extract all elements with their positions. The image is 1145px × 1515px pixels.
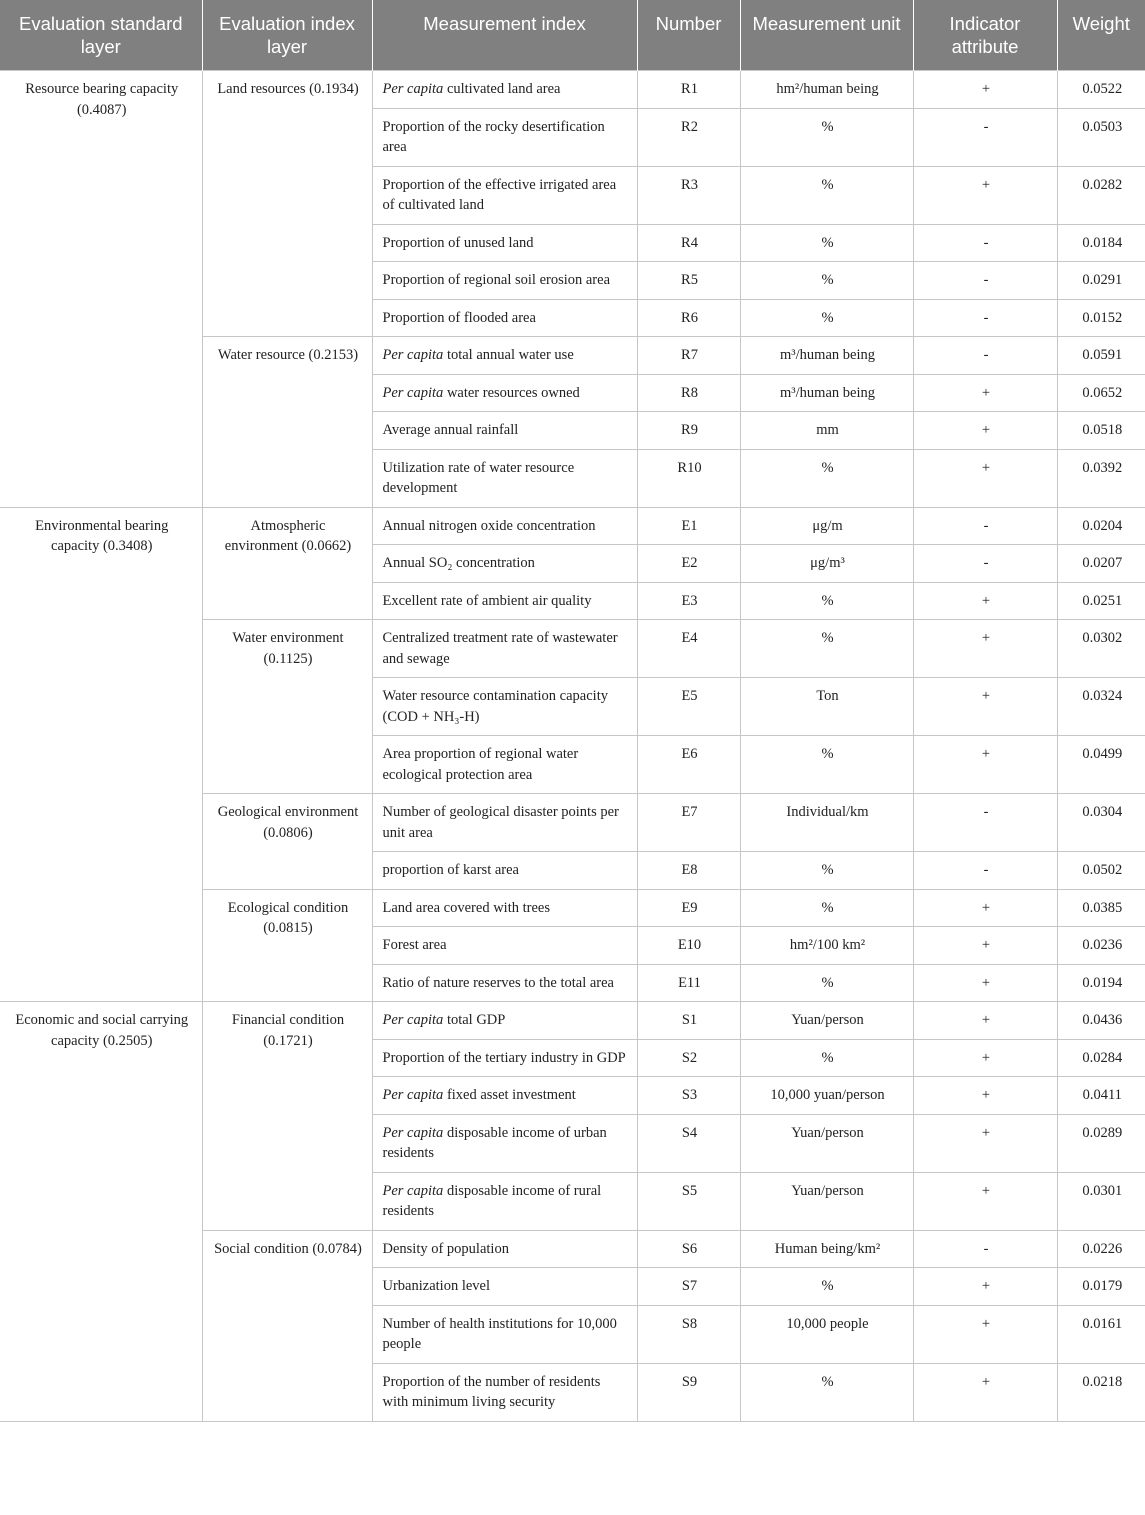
weight-cell: 0.0499 bbox=[1057, 736, 1145, 794]
measurement-index-cell bbox=[372, 1077, 637, 1115]
weight-cell: 0.0502 bbox=[1057, 852, 1145, 890]
header-measurement-index: Measurement index bbox=[372, 0, 637, 71]
index-layer-cell: Water environment (0.1125) bbox=[202, 620, 372, 794]
measurement-index-text: total annual water use bbox=[443, 347, 574, 363]
per-capita-prefix: Per capita bbox=[382, 1124, 444, 1141]
unit-cell: % bbox=[740, 299, 913, 337]
measurement-index-text: disposable income of rural residents bbox=[382, 1182, 602, 1219]
attribute-cell: + bbox=[913, 927, 1057, 965]
measurement-index-cell bbox=[372, 1172, 637, 1230]
measurement-index-cell: Annual nitrogen oxide concentration bbox=[372, 507, 637, 545]
attribute-cell: + bbox=[913, 736, 1057, 794]
header-number: Number bbox=[637, 0, 740, 71]
unit-cell: m³/human being bbox=[740, 374, 913, 412]
measurement-index-text: water resources owned bbox=[443, 384, 580, 401]
attribute-cell: - bbox=[913, 852, 1057, 890]
attribute-cell: - bbox=[913, 545, 1057, 583]
header-index-layer: Evaluation index layer bbox=[202, 0, 372, 71]
unit-cell: 10,000 people bbox=[740, 1305, 913, 1363]
attribute-cell: - bbox=[913, 1230, 1057, 1268]
index-layer-cell: Land resources (0.1934) bbox=[202, 71, 372, 337]
weight-cell: 0.0152 bbox=[1057, 299, 1145, 337]
header-standard-layer: Evaluation standard layer bbox=[0, 0, 202, 71]
measurement-index-cell: Annual SO₂ concentration bbox=[372, 545, 637, 583]
attribute-cell: - bbox=[913, 337, 1057, 375]
per-capita-prefix: Per capita bbox=[382, 81, 444, 97]
per-capita-prefix: Per capita bbox=[382, 347, 444, 363]
weight-cell: 0.0302 bbox=[1057, 620, 1145, 678]
attribute-cell: + bbox=[913, 964, 1057, 1002]
weight-cell: 0.0161 bbox=[1057, 1305, 1145, 1363]
weight-cell: 0.0591 bbox=[1057, 337, 1145, 375]
number-cell: R3 bbox=[637, 166, 740, 224]
measurement-index-cell bbox=[372, 1002, 637, 1040]
attribute-cell: + bbox=[913, 1002, 1057, 1040]
measurement-index-cell: Proportion of the effective irrigated area of cultivated land bbox=[372, 166, 637, 224]
unit-cell: % bbox=[740, 166, 913, 224]
table-row bbox=[0, 71, 1145, 109]
unit-cell: % bbox=[740, 108, 913, 166]
measurement-index-cell: Centralized treatment rate of wastewater and sewage bbox=[372, 620, 637, 678]
weight-cell: 0.0522 bbox=[1057, 71, 1145, 109]
attribute-cell: + bbox=[913, 582, 1057, 620]
measurement-index-cell: Number of health institutions for 10,000 people bbox=[372, 1305, 637, 1363]
attribute-cell: + bbox=[913, 678, 1057, 736]
number-cell: E9 bbox=[637, 889, 740, 927]
measurement-index-cell: Proportion of the number of residents with minimum living security bbox=[372, 1363, 637, 1421]
measurement-index-cell: Ratio of nature reserves to the total area bbox=[372, 964, 637, 1002]
standard-layer-cell: Resource bearing capacity (0.4087) bbox=[0, 71, 202, 508]
number-cell: R7 bbox=[637, 337, 740, 375]
measurement-index-cell: Urbanization level bbox=[372, 1268, 637, 1306]
weight-cell: 0.0204 bbox=[1057, 507, 1145, 545]
weight-cell: 0.0226 bbox=[1057, 1230, 1145, 1268]
measurement-index-cell: Utilization rate of water resource development bbox=[372, 449, 637, 507]
attribute-cell: + bbox=[913, 71, 1057, 109]
attribute-cell: + bbox=[913, 1114, 1057, 1172]
unit-cell: % bbox=[740, 224, 913, 262]
per-capita-prefix: Per capita bbox=[382, 384, 444, 401]
standard-layer-cell: Economic and social carrying capacity (0.2505) bbox=[0, 1002, 202, 1422]
number-cell: E5 bbox=[637, 678, 740, 736]
number-cell: R10 bbox=[637, 449, 740, 507]
number-cell: R6 bbox=[637, 299, 740, 337]
measurement-index-cell: Density of population bbox=[372, 1230, 637, 1268]
header-weight: Weight bbox=[1057, 0, 1145, 71]
unit-cell: 10,000 yuan/person bbox=[740, 1077, 913, 1115]
attribute-cell: - bbox=[913, 299, 1057, 337]
unit-cell: m³/human being bbox=[740, 337, 913, 375]
number-cell: R5 bbox=[637, 262, 740, 300]
unit-cell: μg/m³ bbox=[740, 545, 913, 583]
per-capita-prefix: Per capita bbox=[382, 1087, 444, 1103]
header-attribute: Indicator attribute bbox=[913, 0, 1057, 71]
number-cell: E10 bbox=[637, 927, 740, 965]
measurement-index-cell: Number of geological disaster points per unit area bbox=[372, 794, 637, 852]
header-unit: Measurement unit bbox=[740, 0, 913, 71]
attribute-cell: + bbox=[913, 166, 1057, 224]
unit-cell: mm bbox=[740, 412, 913, 450]
index-layer-cell: Atmospheric environment (0.0662) bbox=[202, 507, 372, 620]
number-cell: R9 bbox=[637, 412, 740, 450]
number-cell: S9 bbox=[637, 1363, 740, 1421]
measurement-index-cell: Proportion of the rocky desertification area bbox=[372, 108, 637, 166]
number-cell: S5 bbox=[637, 1172, 740, 1230]
number-cell: R8 bbox=[637, 374, 740, 412]
number-cell: S8 bbox=[637, 1305, 740, 1363]
measurement-index-cell: Land area covered with trees bbox=[372, 889, 637, 927]
measurement-index-text: disposable income of urban residents bbox=[382, 1124, 607, 1161]
attribute-cell: + bbox=[913, 412, 1057, 450]
attribute-cell: + bbox=[913, 1172, 1057, 1230]
measurement-index-cell bbox=[372, 1114, 637, 1172]
number-cell: S2 bbox=[637, 1039, 740, 1077]
number-cell: E7 bbox=[637, 794, 740, 852]
unit-cell: Human being/km² bbox=[740, 1230, 913, 1268]
number-cell: E3 bbox=[637, 582, 740, 620]
unit-cell: % bbox=[740, 852, 913, 890]
measurement-index-text: fixed asset investment bbox=[443, 1087, 576, 1103]
number-cell: E6 bbox=[637, 736, 740, 794]
number-cell: R4 bbox=[637, 224, 740, 262]
attribute-cell: - bbox=[913, 108, 1057, 166]
unit-cell: % bbox=[740, 964, 913, 1002]
attribute-cell: + bbox=[913, 1077, 1057, 1115]
number-cell: E8 bbox=[637, 852, 740, 890]
attribute-cell: - bbox=[913, 507, 1057, 545]
weight-cell: 0.0236 bbox=[1057, 927, 1145, 965]
measurement-index-cell: Area proportion of regional water ecological protection area bbox=[372, 736, 637, 794]
weight-cell: 0.0652 bbox=[1057, 374, 1145, 412]
measurement-index-text: cultivated land area bbox=[443, 81, 561, 97]
number-cell: R2 bbox=[637, 108, 740, 166]
measurement-index-cell: Water resource contamination capacity (COD + NH₃-H) bbox=[372, 678, 637, 736]
measurement-index-cell bbox=[372, 374, 637, 412]
unit-cell: % bbox=[740, 1363, 913, 1421]
unit-cell: % bbox=[740, 620, 913, 678]
per-capita-prefix: Per capita bbox=[382, 1012, 444, 1028]
measurement-index-cell: Excellent rate of ambient air quality bbox=[372, 582, 637, 620]
index-layer-cell: Financial condition (0.1721) bbox=[202, 1002, 372, 1231]
unit-cell: % bbox=[740, 262, 913, 300]
attribute-cell: + bbox=[913, 1039, 1057, 1077]
measurement-index-cell bbox=[372, 71, 637, 109]
unit-cell: Yuan/person bbox=[740, 1114, 913, 1172]
unit-cell: Individual/km bbox=[740, 794, 913, 852]
weight-cell: 0.0289 bbox=[1057, 1114, 1145, 1172]
attribute-cell: + bbox=[913, 1363, 1057, 1421]
measurement-index-cell: Proportion of regional soil erosion area bbox=[372, 262, 637, 300]
weight-cell: 0.0184 bbox=[1057, 224, 1145, 262]
measurement-index-cell: proportion of karst area bbox=[372, 852, 637, 890]
number-cell: S7 bbox=[637, 1268, 740, 1306]
measurement-index-cell: Proportion of unused land bbox=[372, 224, 637, 262]
weight-cell: 0.0251 bbox=[1057, 582, 1145, 620]
index-layer-cell: Water resource (0.2153) bbox=[202, 337, 372, 508]
number-cell: E11 bbox=[637, 964, 740, 1002]
weight-cell: 0.0179 bbox=[1057, 1268, 1145, 1306]
per-capita-prefix: Per capita bbox=[382, 1182, 444, 1199]
number-cell: S1 bbox=[637, 1002, 740, 1040]
unit-cell: % bbox=[740, 449, 913, 507]
table-row bbox=[0, 1002, 1145, 1040]
measurement-index-cell: Forest area bbox=[372, 927, 637, 965]
weight-cell: 0.0411 bbox=[1057, 1077, 1145, 1115]
attribute-cell: - bbox=[913, 794, 1057, 852]
weight-cell: 0.0218 bbox=[1057, 1363, 1145, 1421]
attribute-cell: - bbox=[913, 262, 1057, 300]
weight-cell: 0.0282 bbox=[1057, 166, 1145, 224]
table-body bbox=[0, 71, 1145, 1422]
number-cell: E4 bbox=[637, 620, 740, 678]
unit-cell: μg/m bbox=[740, 507, 913, 545]
unit-cell: Yuan/person bbox=[740, 1172, 913, 1230]
attribute-cell: + bbox=[913, 1305, 1057, 1363]
index-layer-cell: Geological environment (0.0806) bbox=[202, 794, 372, 890]
unit-cell: hm²/100 km² bbox=[740, 927, 913, 965]
attribute-cell: - bbox=[913, 224, 1057, 262]
weight-cell: 0.0436 bbox=[1057, 1002, 1145, 1040]
unit-cell: % bbox=[740, 1268, 913, 1306]
unit-cell: % bbox=[740, 1039, 913, 1077]
weight-cell: 0.0301 bbox=[1057, 1172, 1145, 1230]
unit-cell: Yuan/person bbox=[740, 1002, 913, 1040]
measurement-index-cell bbox=[372, 337, 637, 375]
measurement-index-cell: Proportion of the tertiary industry in GDP bbox=[372, 1039, 637, 1077]
measurement-index-cell: Proportion of flooded area bbox=[372, 299, 637, 337]
number-cell: S6 bbox=[637, 1230, 740, 1268]
number-cell: R1 bbox=[637, 71, 740, 109]
unit-cell: % bbox=[740, 889, 913, 927]
weight-cell: 0.0207 bbox=[1057, 545, 1145, 583]
weight-cell: 0.0503 bbox=[1057, 108, 1145, 166]
unit-cell: % bbox=[740, 582, 913, 620]
weight-cell: 0.0324 bbox=[1057, 678, 1145, 736]
number-cell: E2 bbox=[637, 545, 740, 583]
unit-cell: % bbox=[740, 736, 913, 794]
table-row bbox=[0, 507, 1145, 545]
standard-layer-cell: Environmental bearing capacity (0.3408) bbox=[0, 507, 202, 1002]
number-cell: S4 bbox=[637, 1114, 740, 1172]
attribute-cell: + bbox=[913, 449, 1057, 507]
unit-cell: hm²/human being bbox=[740, 71, 913, 109]
measurement-index-cell: Average annual rainfall bbox=[372, 412, 637, 450]
weight-cell: 0.0291 bbox=[1057, 262, 1145, 300]
attribute-cell: + bbox=[913, 374, 1057, 412]
number-cell: E1 bbox=[637, 507, 740, 545]
attribute-cell: + bbox=[913, 1268, 1057, 1306]
weight-cell: 0.0284 bbox=[1057, 1039, 1145, 1077]
weight-cell: 0.0385 bbox=[1057, 889, 1145, 927]
number-cell: S3 bbox=[637, 1077, 740, 1115]
weight-cell: 0.0518 bbox=[1057, 412, 1145, 450]
index-layer-cell: Ecological condition (0.0815) bbox=[202, 889, 372, 1002]
weight-cell: 0.0392 bbox=[1057, 449, 1145, 507]
weight-cell: 0.0194 bbox=[1057, 964, 1145, 1002]
header-row bbox=[0, 0, 1145, 71]
index-layer-cell: Social condition (0.0784) bbox=[202, 1230, 372, 1421]
attribute-cell: + bbox=[913, 889, 1057, 927]
unit-cell: Ton bbox=[740, 678, 913, 736]
measurement-index-text: total GDP bbox=[443, 1012, 506, 1028]
weight-cell: 0.0304 bbox=[1057, 794, 1145, 852]
attribute-cell: + bbox=[913, 620, 1057, 678]
